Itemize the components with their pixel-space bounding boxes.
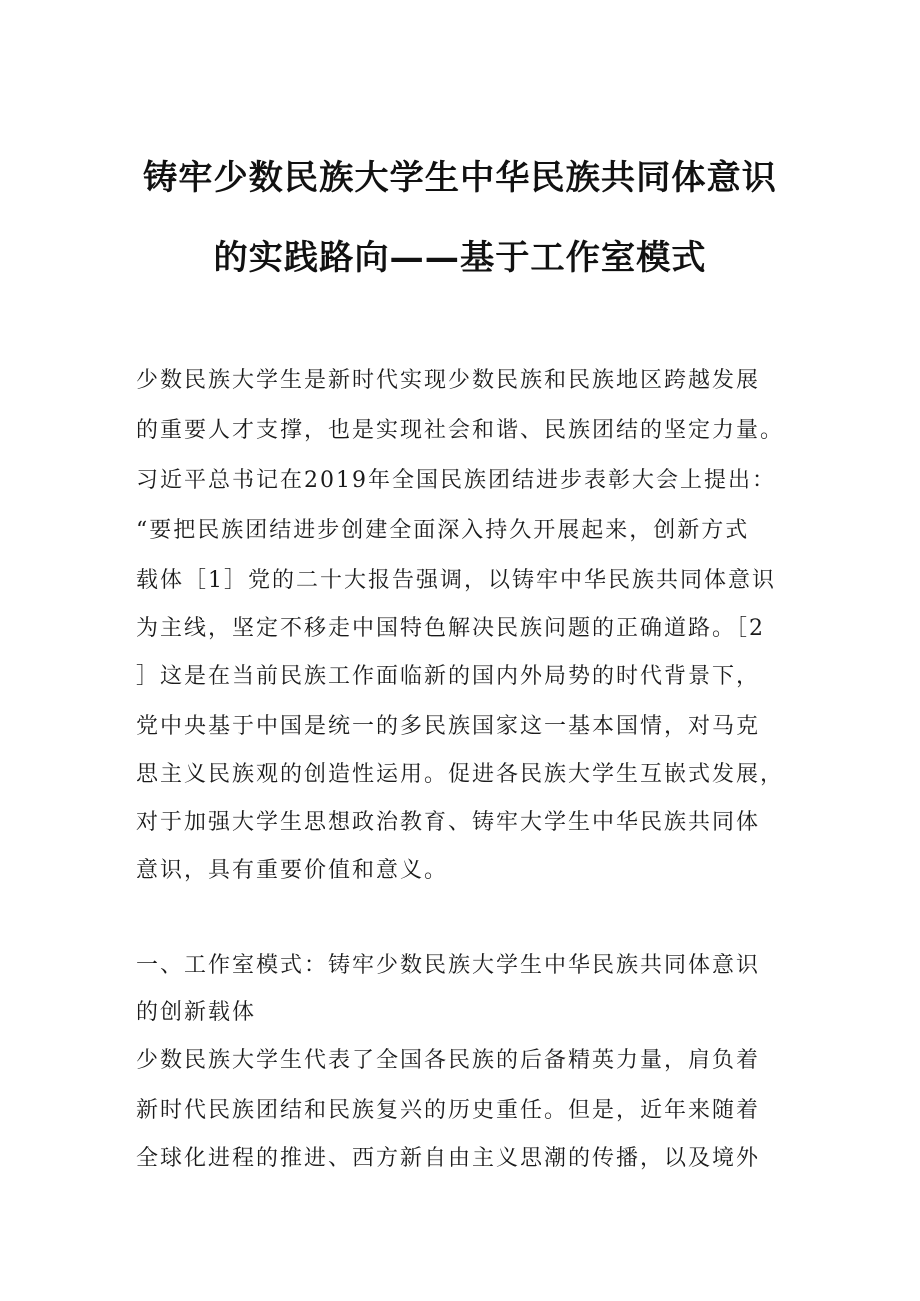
intro-line: 意识，具有重要价值和意义。 bbox=[136, 858, 449, 883]
section-body-line: 新时代民族团结和民族复兴的历史重任。但是，近年来随着 bbox=[136, 1098, 761, 1123]
section-body-line: 少数民族大学生代表了全国各民族的后备精英力量，肩负着 bbox=[136, 1048, 761, 1073]
section-heading-line: 的创新载体 bbox=[136, 1000, 257, 1025]
intro-line: 少数民族大学生是新时代实现少数民族和民族地区跨越发展 bbox=[136, 368, 761, 393]
section-heading-line: 一、工作室模式：铸牢少数民族大学生中华民族共同体意识 bbox=[136, 953, 761, 978]
intro-line: 思主义民族观的创造性运用。促进各民族大学生互嵌式发展， bbox=[136, 762, 785, 787]
document-title-line-1: 铸牢少数民族大学生中华民族共同体意识 bbox=[143, 158, 777, 198]
section-body-line: 全球化进程的推进、西方新自由主义思潮的传播，以及境外 bbox=[136, 1146, 761, 1171]
document-title-line-2: 的实践路向——基于工作室模式 bbox=[213, 238, 707, 278]
intro-line: 习近平总书记在2019年全国民族团结进步表彰大会上提出： bbox=[136, 468, 776, 493]
intro-line: “要把民族团结进步创建全面深入持久开展起来，创新方式 bbox=[136, 518, 750, 543]
intro-line: 为主线，坚定不移走中国特色解决民族问题的正确道路。［2 bbox=[136, 616, 765, 641]
intro-line: 载体［1］党的二十大报告强调，以铸牢中华民族共同体意识 bbox=[136, 568, 776, 593]
intro-line: ］这是在当前民族工作面临新的国内外局势的时代背景下， bbox=[136, 664, 761, 689]
intro-line: 的重要人才支撑，也是实现社会和谐、民族团结的坚定力量。 bbox=[136, 418, 785, 443]
intro-line: 对于加强大学生思想政治教育、铸牢大学生中华民族共同体 bbox=[136, 810, 761, 835]
intro-line: 党中央基于中国是统一的多民族国家这一基本国情，对马克 bbox=[136, 714, 761, 739]
